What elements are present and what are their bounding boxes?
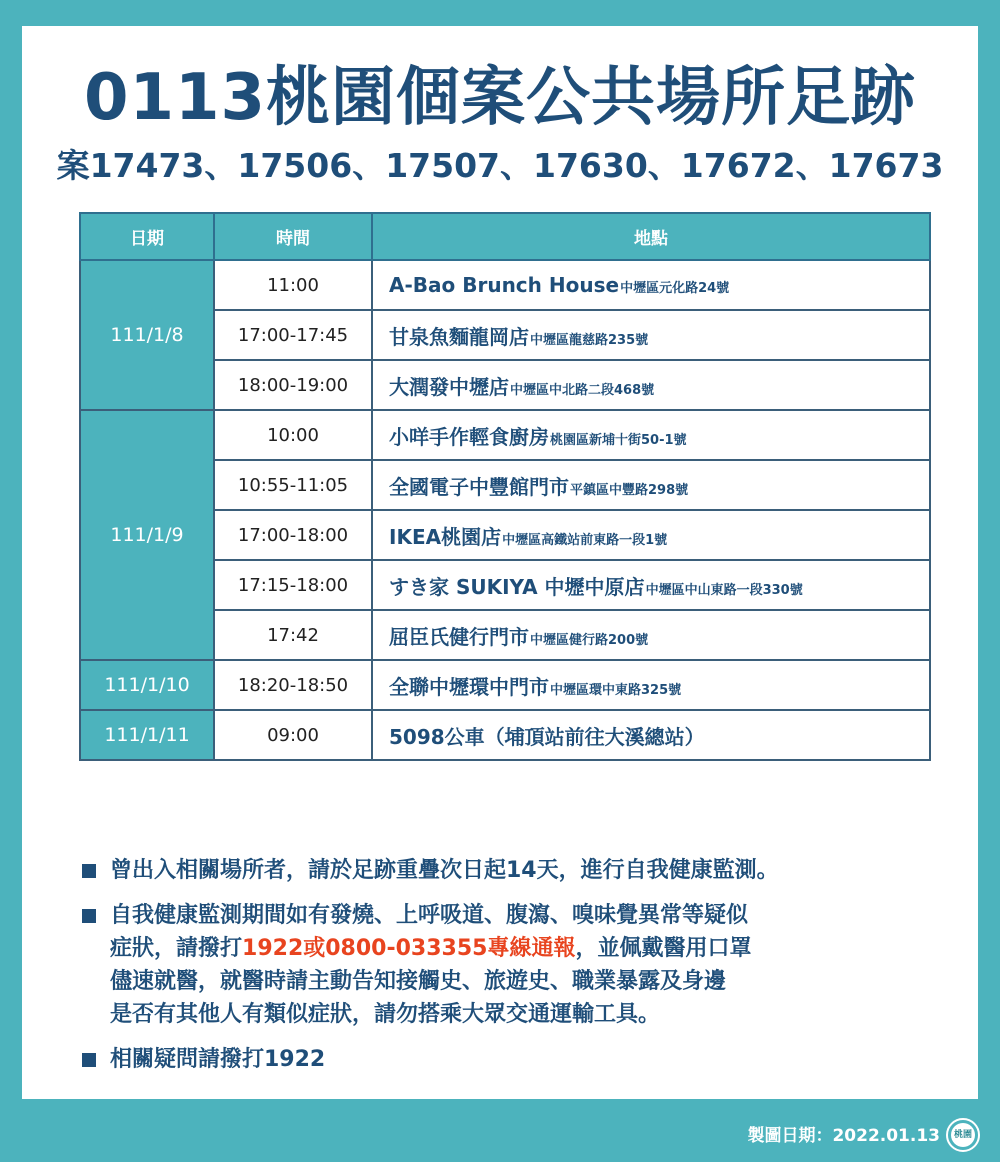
- place-address: 中壢區環中東路325號: [550, 682, 682, 698]
- header-time: 時間: [214, 213, 372, 260]
- note-item: [80, 1043, 960, 1076]
- table-row: [80, 260, 930, 310]
- note-line: 是否有其他人有類似症狀，請勿搭乘大眾交通運輸工具。: [110, 1002, 661, 1027]
- time-cell: 18:00-19:00: [214, 360, 372, 410]
- place-address: 中壢區龍慈路235號: [530, 332, 649, 348]
- time-cell: 18:20-18:50: [214, 660, 372, 710]
- place-cell: [372, 260, 930, 310]
- date-cell: 111/1/8: [80, 260, 214, 410]
- place-name: 5098公車（埔頂站前往大溪總站）: [389, 724, 705, 749]
- place-cell: [372, 560, 930, 610]
- place-name: IKEA桃園店: [389, 524, 502, 549]
- hotline-highlight: 1922或0800-033355專線通報: [242, 936, 576, 961]
- note-line: 自我健康監測期間如有發燒、上呼吸道、腹瀉、嗅味覺異常等疑似: [110, 903, 749, 928]
- place-address: 中壢區中山東路一段330號: [645, 582, 803, 598]
- place-cell: [372, 610, 930, 660]
- place-address: 桃園區新埔十街50-1號: [550, 432, 687, 448]
- place-address: 中壢區高鐵站前東路一段1號: [502, 532, 668, 548]
- place-name: 大潤發中壢店: [389, 374, 509, 399]
- note-item: [80, 854, 960, 887]
- place-cell: [372, 510, 930, 560]
- place-name: 全聯中壢環中門市: [389, 674, 549, 699]
- place-name: 全國電子中豐館門市: [389, 474, 569, 499]
- note-text: ，並佩戴醫用口罩: [575, 936, 752, 961]
- taoyuan-seal-icon: [946, 1118, 980, 1152]
- time-cell: 17:15-18:00: [214, 560, 372, 610]
- poster-card: [22, 26, 978, 1099]
- note-item: [80, 899, 960, 1031]
- note-text: 症狀，請撥打: [110, 936, 243, 961]
- production-date: 製圖日期：2022.01.13: [747, 1126, 940, 1146]
- note-line: [110, 932, 960, 965]
- date-cell: 111/1/10: [80, 660, 214, 710]
- place-cell: [372, 360, 930, 410]
- header-place: 地點: [372, 213, 930, 260]
- seal-text: 桃園: [951, 1123, 975, 1147]
- place-cell: [372, 710, 930, 760]
- place-name: 甘泉魚麵龍岡店: [389, 324, 529, 349]
- square-bullet-icon: [82, 909, 96, 923]
- place-name: A-Bao Brunch House: [389, 273, 620, 297]
- place-name: 屈臣氏健行門市: [389, 624, 529, 649]
- place-cell: [372, 310, 930, 360]
- time-cell: 17:42: [214, 610, 372, 660]
- place-address: 平鎮區中豐路298號: [570, 482, 689, 498]
- place-address: 中壢區元化路24號: [620, 281, 730, 296]
- time-cell: 10:00: [214, 410, 372, 460]
- notes-section: [80, 854, 960, 1088]
- time-cell: 17:00-18:00: [214, 510, 372, 560]
- place-address: 中壢區中北路二段468號: [510, 382, 655, 398]
- place-cell: [372, 410, 930, 460]
- square-bullet-icon: [82, 864, 96, 878]
- date-cell: 111/1/9: [80, 410, 214, 660]
- table-row: [80, 660, 930, 710]
- place-cell: [372, 460, 930, 510]
- case-numbers: 案17473、17506、17507、17630、17672、17673: [56, 146, 944, 185]
- header-date: 日期: [80, 213, 214, 260]
- time-cell: 11:00: [214, 260, 372, 310]
- note-line: 儘速就醫，就醫時請主動告知接觸史、旅遊史、職業暴露及身邊: [110, 969, 727, 994]
- place-name: 小咩手作輕食廚房: [389, 424, 549, 449]
- place-name: すき家 SUKIYA 中壢中原店: [389, 574, 645, 599]
- place-address: 中壢區健行路200號: [530, 632, 649, 648]
- table-row: [80, 710, 930, 760]
- square-bullet-icon: [82, 1053, 96, 1067]
- table-header-row: [80, 213, 930, 260]
- date-cell: 111/1/11: [80, 710, 214, 760]
- time-cell: 17:00-17:45: [214, 310, 372, 360]
- footprint-table: [79, 212, 931, 761]
- note-text: 相關疑問請撥打1922: [110, 1047, 326, 1072]
- time-cell: 10:55-11:05: [214, 460, 372, 510]
- note-text: 曾出入相關場所者，請於足跡重疊次日起14天，進行自我健康監測。: [110, 858, 779, 883]
- table-row: [80, 410, 930, 460]
- page-title: 0113桃園個案公共場所足跡: [83, 61, 917, 135]
- time-cell: 09:00: [214, 710, 372, 760]
- place-cell: [372, 660, 930, 710]
